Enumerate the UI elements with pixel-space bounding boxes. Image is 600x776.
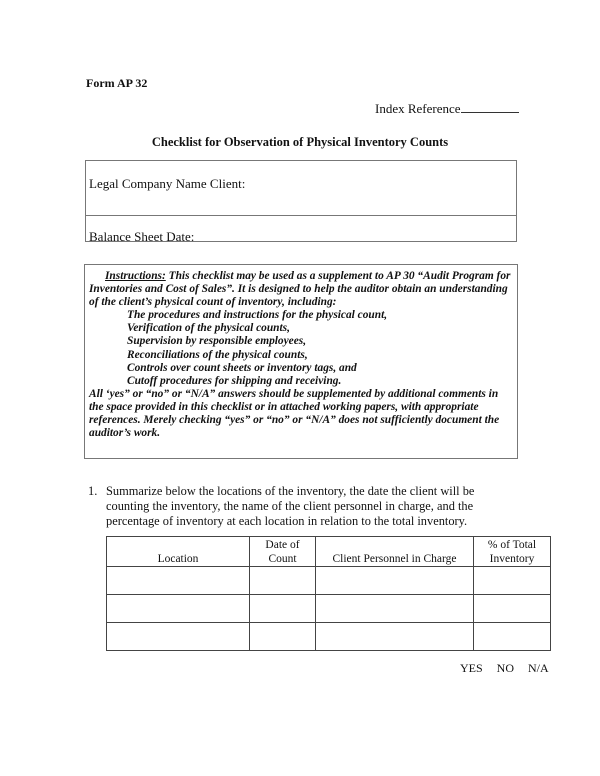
index-reference-blank[interactable] — [461, 100, 519, 113]
index-reference-label: Index Reference — [375, 101, 461, 116]
header-pct-total-inventory — [474, 537, 551, 567]
table-cell[interactable] — [107, 567, 250, 595]
table-cell[interactable] — [316, 567, 474, 595]
client-box-divider — [86, 215, 516, 216]
list-item: Cutoff procedures for shipping and receiving. — [127, 374, 342, 387]
instructions-box — [84, 264, 518, 459]
index-reference — [375, 100, 519, 117]
question-text: Summarize below the locations of the inventory, the date the client will be counting the inventory, the name of the client personnel in charge, and the percentage of inventory at each location in relation to the total inventory. — [106, 484, 475, 528]
table-cell[interactable] — [474, 623, 551, 651]
header-date-line1: Date of — [265, 539, 300, 551]
balance-sheet-date-label: Balance Sheet Date: — [89, 229, 195, 244]
table-cell[interactable] — [316, 595, 474, 623]
table-cell[interactable] — [250, 595, 316, 623]
form-id: Form AP 32 — [86, 76, 148, 90]
instructions-heading: Instructions: — [105, 270, 166, 282]
question-number: 1. — [88, 484, 98, 498]
table-cell[interactable] — [107, 623, 250, 651]
list-item: Controls over count sheets or inventory tags, and — [127, 361, 357, 374]
inventory-location-table — [106, 536, 551, 651]
table-header-row — [107, 537, 551, 567]
list-item: Reconciliations of the physical counts, — [127, 348, 308, 361]
header-client-personnel: Client Personnel in Charge — [316, 537, 474, 567]
header-location: Location — [107, 537, 250, 567]
table-cell[interactable] — [474, 595, 551, 623]
question-1 — [88, 484, 518, 529]
instructions-intro-text: This checklist may be used as a supplement to AP 30 “Audit Program for Inventories and Cost of Sales”. It is designed to help the auditor obtain an understanding of the client’s physical count of inventory, including: — [89, 270, 511, 309]
list-item: The procedures and instructions for the physical count, — [127, 309, 388, 322]
header-date-line2: Count — [268, 553, 297, 565]
table-cell[interactable] — [474, 567, 551, 595]
answer-column-headers — [460, 661, 549, 676]
instructions-intro — [89, 270, 513, 309]
no-label: NO — [496, 661, 515, 675]
table-cell[interactable] — [316, 623, 474, 651]
document-title: Checklist for Observation of Physical Inventory Counts — [151, 135, 449, 149]
header-pct-line1: % of Total — [487, 539, 537, 551]
table-cell[interactable] — [107, 595, 250, 623]
client-info-box — [85, 160, 517, 242]
instructions-list — [89, 309, 513, 388]
company-name-label: Legal Company Name Client: — [89, 176, 246, 191]
table-cell[interactable] — [250, 567, 316, 595]
list-item: Verification of the physical counts, — [127, 322, 290, 335]
table-row — [107, 623, 551, 651]
list-item: Supervision by responsible employees, — [127, 335, 307, 348]
table-row — [107, 567, 551, 595]
instructions-footer: All ‘yes” or “no” or “N/A” answers should be supplemented by additional comments in the space provided in this checklist or in attached working papers, with appropriate references. Merely checking “yes” or “no” or “N/A” does not sufficiently document the auditor’s work. — [89, 387, 500, 440]
header-date-of-count — [250, 537, 316, 567]
header-pct-line2: Inventory — [489, 553, 535, 565]
na-label: N/A — [528, 661, 549, 675]
table-cell[interactable] — [250, 623, 316, 651]
table-row — [107, 595, 551, 623]
yes-label: YES — [460, 661, 483, 675]
